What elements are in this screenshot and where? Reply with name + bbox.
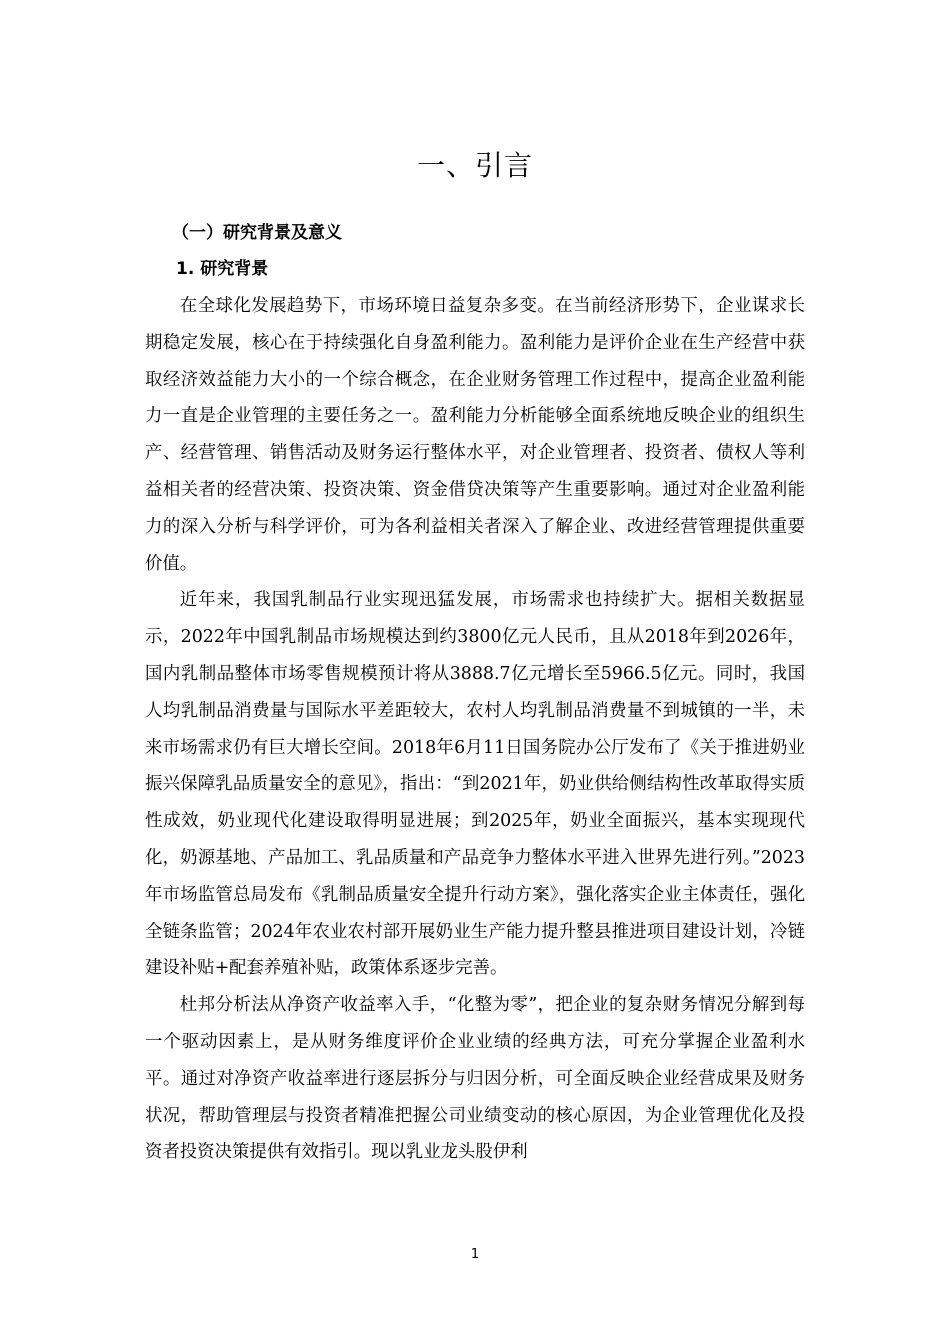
section-heading: （一）研究背景及意义 [172, 223, 342, 243]
paragraph-research-background: 在全球化发展趋势下，市场环境日益复杂多变。在当前经济形势下，企业谋求长期稳定发展，核心在于持续强化自身盈利能力。盈利能力是评价企业在生产经营中获取经济效益能力大小的一个综合概念，在企业财务管理工作过程中，提高企业盈利能力一直是企业管理的主要任务之一。盈利能力分析能够全面系统地反映企业的组织生产、经营管理、销售活动及财务运行整体水平，对企业管理者、投资者、债权人等利益相关者的经营决策、投资决策、资金借贷决策等产生重要影响。通过对企业盈利能力的深入分析与科学评价，可为各利益相关者深入了解企业、改进经营管理提供重要价值。 [145, 296, 805, 574]
page-number: 1 [470, 1247, 480, 1262]
paragraph-dupont-analysis: 杜邦分析法从净资产收益率入手，“化整为零”，把企业的复杂财务情况分解到每一个驱动因素上，是从财务维度评价企业业绩的经典方法，可充分掌握企业盈利水平。通过对净资产收益率进行逐层拆分与归因分析，可全面反映企业经营成果及财务状况，帮助管理层与投资者精准把握公司业绩变动的核心原因，为企业管理优化及投资者投资决策提供有效指引。现以乳业龙头股伊利 [145, 995, 805, 1163]
body-text [145, 288, 805, 1171]
chapter-title: 一、引言 [416, 149, 533, 182]
paragraph-dairy-industry: 近年来，我国乳制品行业实现迅猛发展，市场需求也持续扩大。据相关数据显示，2022年中国乳制品市场规模达到约3800亿元人民币，且从2018年到2026年，国内乳制品整体市场零售规模预计将从3888.7亿元增长至5966.5亿元。同时，我国人均乳制品消费量与国际水平差距较大，农村人均乳制品消费量不到城镇的一半，未来市场需求仍有巨大增长空间。2018年6月11日国务院办公厅发布了《关于推进奶业振兴保障乳品质量安全的意见》，指出：“到2021年，奶业供给侧结构性改革取得实质性成效，奶业现代化建设取得明显进展；到2025年，奶业全面振兴，基本实现现代化，奶源基地、产品加工、乳品质量和产品竞争力整体水平进入世界先进行列。”2023年市场监管总局发布《乳制品质量安全提升行动方案》，强化落实企业主体责任，强化全链条监管；2024年农业农村部开展奶业生产能力提升整县推进项目建设计划，冷链建设补贴+配套养殖补贴，政策体系逐步完善。 [145, 590, 805, 979]
subsection-heading: 1. 研究背景 [176, 259, 269, 279]
